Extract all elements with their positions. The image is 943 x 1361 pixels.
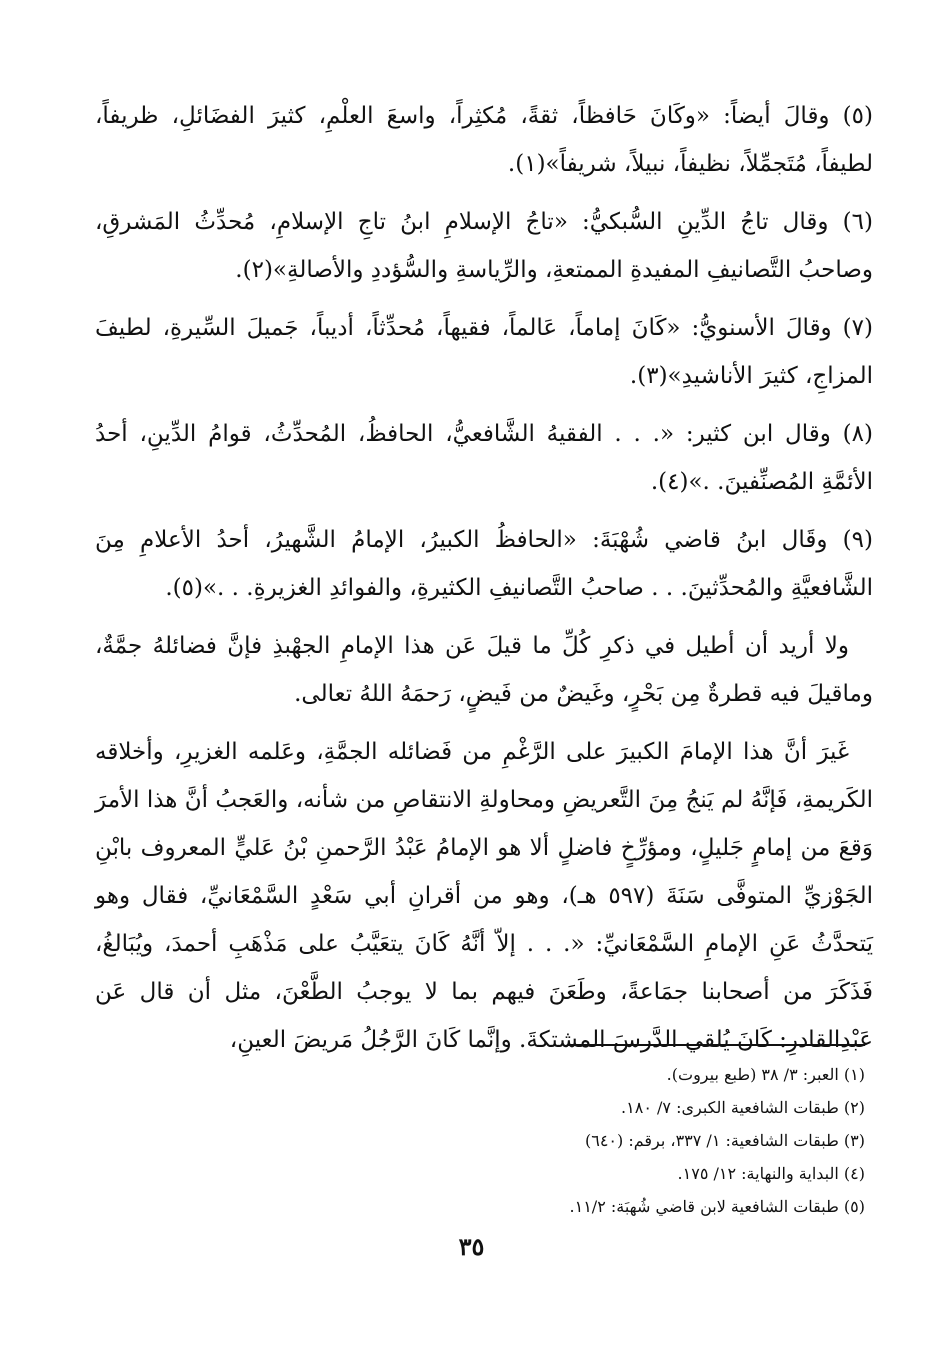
paragraph-quote-7: (٧) وقالَ الأسنويُّ: «كَانَ إماماً، عَالماً، فقيهاً، مُحدِّثاً، أديباً، جَميلَ السِّيرةِ، لطيفَ المزاجِ، كثيرَ الأناشيدِ»(٣). [95,315,873,389]
footnotes [360,1058,865,1223]
footnote-5: (٥) طبقات الشافعية لابن قاضي شُهبَة: ١١/٢. [569,1197,865,1216]
paragraph-quote-6: (٦) وقال تاجُ الدِّينِ السُّبكيُّ: «تاجُ الإسلامِ ابنُ تاجِ الإسلامِ، مُحدِّثُ المَشرقِ، وصاحبُ التَّصانيفِ المفيدةِ الممتعةِ، والرِّياسةِ والسُّؤددِ والأصالةِ»(٢). [95,209,873,283]
paragraph-closing-remark: ولا أريد أن أطيل في ذكرِ كُلِّ ما قيلَ عَن هذا الإمامِ الجهْبذِ فإنَّ فضائلهُ جمَّةٌ، وماقيلَ فيه قطرةٌ مِن بَحْرٍ، وغَيضٌ من فَيضٍ، رَحمَهُ اللهُ تعالى. [95,633,873,707]
footnote-1: (١) العبر: ٣/ ٣٨ (طبع بيروت). [666,1065,865,1084]
footnote-3: (٣) طبقات الشافعية: ١/ ٣٣٧، برقم: (٦٤٠) [584,1131,865,1150]
paragraph-quote-9: (٩) وقَال ابنُ قاضي شُهْبَةَ: «الحافظُ الكبيرُ، الإمامُ الشَّهيرُ، أحدُ الأعلامِ مِنَ الشَّافعيَّةِ والمُحدِّثينَ. . . صاحبُ التَّصانيفِ الكثيرةِ، والفوائدِ الغزيرةِ. . .»(٥). [95,527,873,601]
footnote-divider [568,1044,865,1046]
main-text [95,92,873,1074]
footnote-4: (٤) البداية والنهاية: ١٢/ ١٧٥. [677,1164,865,1183]
footnote-2: (٢) طبقات الشافعية الكبرى: ٧/ ١٨٠. [621,1098,865,1117]
paragraph-criticism: غَيرَ أنَّ هذا الإمامَ الكبيرَ على الرَّغْمِ من فَضائله الجمَّةِ، وعَلمه الغزيرِ، وأخلاقه الكَريمةِ، فَإنَّهُ لم يَنجُ مِنَ التَّعريضِ ومحاولةِ الانتقاصِ من شأنه، والعَجبُ أنَّ هذا الأمرَ وَقعَ من إمامٍ جَليلٍ، ومؤرِّخٍ فاضلٍ ألا هو الإمامُ عَبْدُ الرَّحمنِ بْنُ عَليٍّ المعروف بابْنِ الجَوْزيِّ المتوفَّى سَنَةَ (٥٩٧ هـ)، وهو من أقرانِ أبي سَعْدٍ السَّمْعَانيِّ، فقال وهو يَتحدَّثُ عَنِ الإمامِ السَّمْعَانيِّ: «. . . إلاّ أنَّهُ كَانَ يتعَيَّبُ على مَذْهَبِ أحمدَ، ويُبَالغُ، فَذَكَرَ من أصحابنا جمَاعةً، وطَعَنَ فيهم بما لا يوجبُ الطَّعْنَ، مثل أن قال عَن عَبْدِالقادرِ: كَانَ يُلقي الدَّرسَ المشتكةَ. وإنَّما كَانَ الرَّجُلُ مَريضَ العينِ، [95,739,873,1053]
paragraph-quote-8: (٨) وقال ابن كثير: «. . . الفقيهُ الشَّافعيُّ، الحافظُ، المُحدِّثُ، قوامُ الدِّينِ، أحدُ الأئمَّةِ المُصنِّفينَ. .»(٤). [95,421,873,495]
page-number: ٣٥ [458,1232,485,1261]
paragraph-quote-5: (٥) وقالَ أيضاً: «وكَانَ حَافظاً، ثقةً، مُكثِراً، واسعَ العلْمِ، كثيرَ الفضَائلِ، ظريفاً، لطيفاً، مُتَجمِّلاً، نظيفاً، نبيلاً، شريفاً»(١). [95,103,873,177]
